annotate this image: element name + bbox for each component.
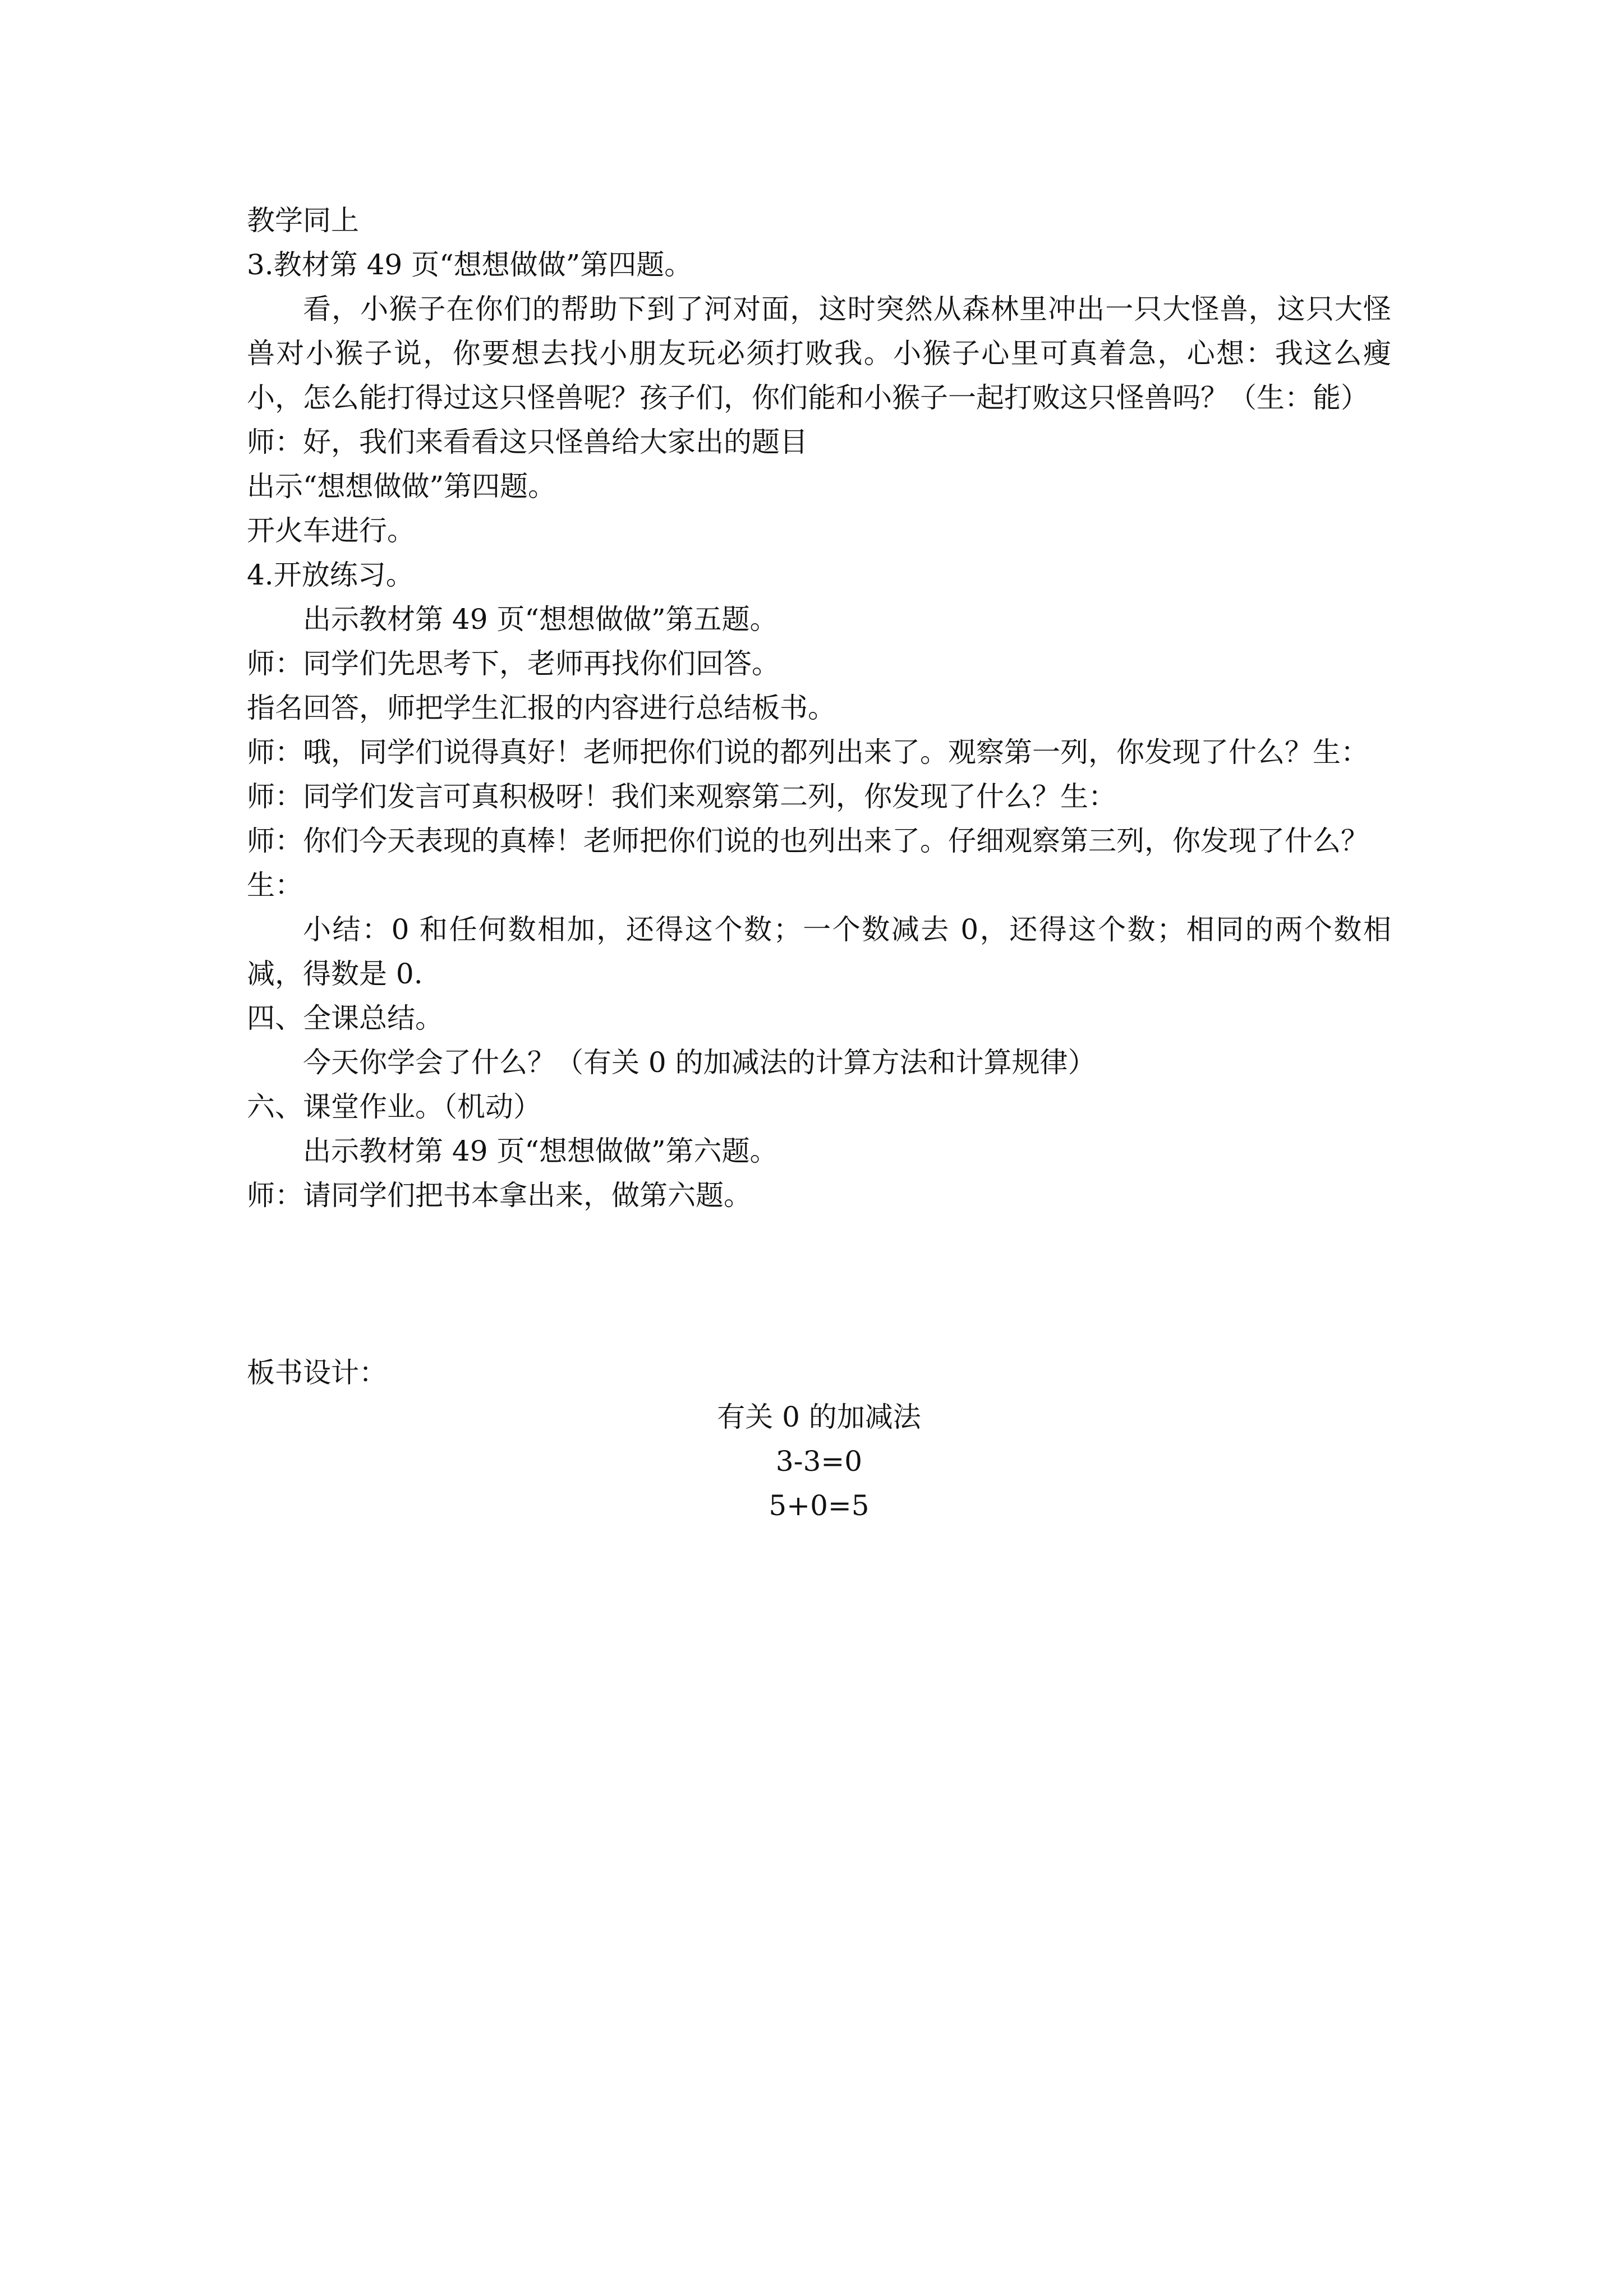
text-line: 指名回答，师把学生汇报的内容进行总结板书。 <box>247 692 836 724</box>
text-line: 开火车进行。 <box>247 514 415 547</box>
spacer <box>247 1218 1391 1351</box>
text-line: 师：请同学们把书本拿出来，做第六题。 <box>247 1179 752 1212</box>
section-heading: 六、课堂作业。（机动） <box>247 1091 541 1123</box>
text-line: 出示教材第 49 页“想想做做”第六题。 <box>303 1135 778 1167</box>
text-line: 今天你学会了什么？（有关 0 的加减法的计算方法和计算规律） <box>303 1046 1096 1079</box>
section-heading: 四、全课总结。 <box>247 1002 443 1034</box>
document-body <box>247 199 1391 1528</box>
section-heading: 4.开放练习。 <box>247 559 414 591</box>
text-line: 出示“想想做做”第四题。 <box>247 470 556 503</box>
board-title: 有关 0 的加减法 <box>717 1401 921 1433</box>
text-line: 出示教材第 49 页“想想做做”第五题。 <box>303 603 778 636</box>
section-heading: 3.教材第 49 页“想想做做”第四题。 <box>247 249 693 281</box>
text-line: 生： <box>247 869 303 901</box>
board-design-heading: 板书设计： <box>247 1356 387 1389</box>
text-line: 教学同上 <box>247 204 359 237</box>
text-line: 师：你们今天表现的真棒！老师把你们说的也列出来了。仔细观察第三列，你发现了什么？ <box>247 825 1369 857</box>
board-equation: 3-3=0 <box>775 1445 863 1478</box>
text-line: 师：同学们发言可真积极呀！我们来观察第二列，你发现了什么？生： <box>247 780 1116 813</box>
text-line: 师：哦，同学们说得真好！老师把你们说的都列出来了。观察第一列，你发现了什么？生： <box>247 736 1369 769</box>
board-equation: 5+0=5 <box>769 1489 869 1522</box>
text-line: 师：同学们先思考下，老师再找你们回答。 <box>247 647 780 680</box>
text-line: 师：好，我们来看看这只怪兽给大家出的题目 <box>247 426 808 458</box>
summary-paragraph: 小结：0 和任何数相加，还得这个数；一个数减去 0，还得这个数；相同的两个数相减，得数是 0. <box>247 913 1391 990</box>
story-paragraph: 看，小猴子在你们的帮助下到了河对面，这时突然从森林里冲出一只大怪兽，这只大怪兽对小猴子说，你要想去找小朋友玩必须打败我。小猴子心里可真着急，心想：我这么瘦小，怎么能打得过这只怪兽呢？孩子们，你们能和小猴子一起打败这只怪兽吗？（生：能） <box>247 293 1391 414</box>
